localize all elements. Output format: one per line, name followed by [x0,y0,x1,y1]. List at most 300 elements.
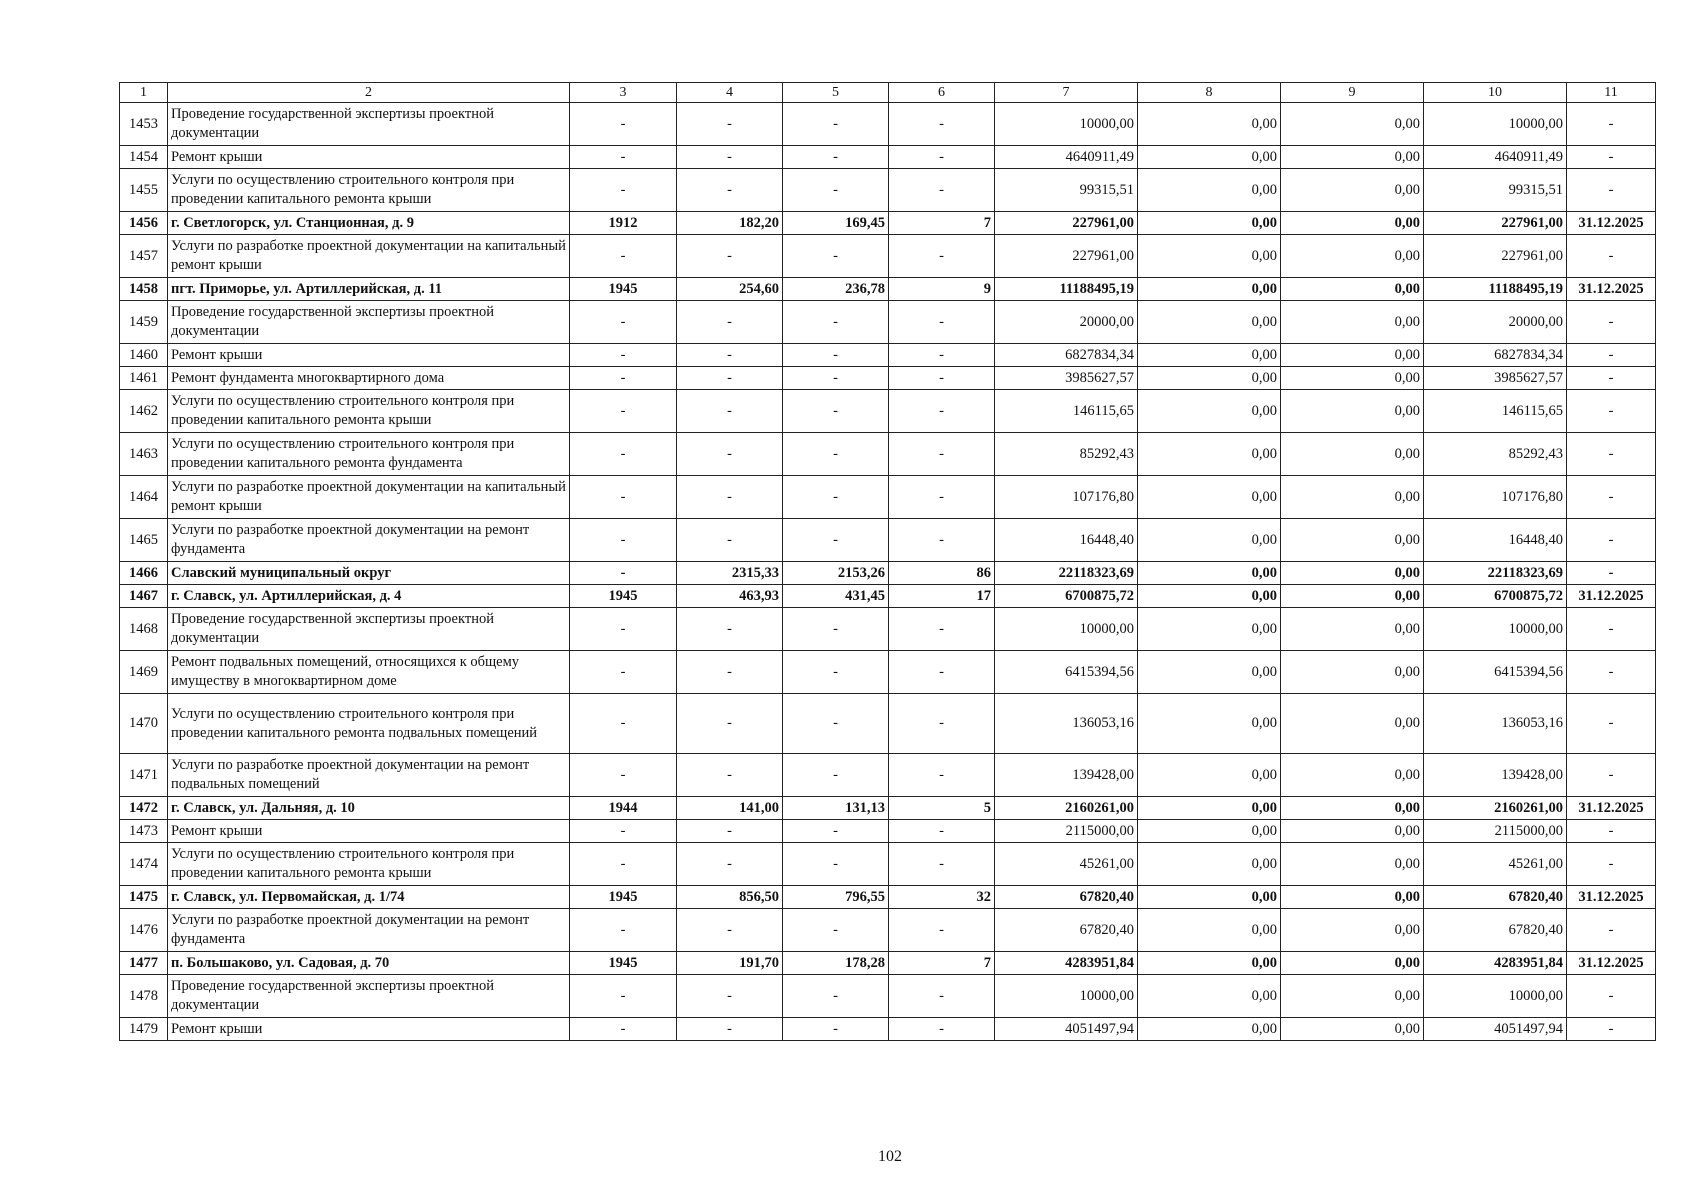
row-number: 1475 [120,886,168,909]
work-row [120,476,1656,519]
cost-regional: 0,00 [1281,278,1424,301]
living-area: - [783,608,889,651]
cost-federal: 0,00 [1138,909,1281,952]
cost-total: 16448,40 [995,519,1138,562]
cost-owners: 99315,51 [1424,169,1567,212]
living-area: - [783,476,889,519]
build-year: - [570,390,677,433]
cost-regional: 0,00 [1281,562,1424,585]
living-area: - [783,235,889,278]
cost-owners: 67820,40 [1424,886,1567,909]
build-year: - [570,754,677,797]
work-description: Ремонт крыши [168,146,570,169]
cost-federal: 0,00 [1138,301,1281,344]
build-year: - [570,843,677,886]
work-description: Ремонт подвальных помещений, относящихся к общему имуществу в многоквартирном доме [168,651,570,694]
cost-federal: 0,00 [1138,820,1281,843]
work-row [120,103,1656,146]
cost-regional: 0,00 [1281,754,1424,797]
capital-repair-table [119,82,1656,1041]
column-number-row [120,83,1656,103]
work-row [120,694,1656,754]
row-number: 1462 [120,390,168,433]
row-number: 1463 [120,433,168,476]
completion-date: - [1567,103,1656,146]
total-area: - [677,651,783,694]
living-area: 169,45 [783,212,889,235]
cost-owners: 20000,00 [1424,301,1567,344]
row-number: 1472 [120,797,168,820]
work-row [120,1018,1656,1041]
total-area: - [677,169,783,212]
cost-owners: 2160261,00 [1424,797,1567,820]
cost-federal: 0,00 [1138,146,1281,169]
completion-date: - [1567,820,1656,843]
address-row [120,212,1656,235]
total-area: 2315,33 [677,562,783,585]
total-area: 191,70 [677,952,783,975]
living-area: - [783,367,889,390]
row-number: 1464 [120,476,168,519]
work-description: Ремонт крыши [168,344,570,367]
row-number: 1468 [120,608,168,651]
living-area: - [783,651,889,694]
table-body [120,83,1656,1041]
cost-total: 227961,00 [995,212,1138,235]
cost-total: 85292,43 [995,433,1138,476]
cost-owners: 2115000,00 [1424,820,1567,843]
cost-federal: 0,00 [1138,433,1281,476]
living-area: 236,78 [783,278,889,301]
row-number: 1459 [120,301,168,344]
completion-date: 31.12.2025 [1567,278,1656,301]
address-row [120,797,1656,820]
cost-federal: 0,00 [1138,952,1281,975]
build-year: 1945 [570,585,677,608]
residents-count: - [889,519,995,562]
work-description: Услуги по разработке проектной документации на капитальный ремонт крыши [168,235,570,278]
cost-federal: 0,00 [1138,212,1281,235]
row-number: 1479 [120,1018,168,1041]
cost-regional: 0,00 [1281,476,1424,519]
residents-count: - [889,975,995,1018]
row-number: 1477 [120,952,168,975]
living-area: - [783,344,889,367]
cost-total: 3985627,57 [995,367,1138,390]
cost-regional: 0,00 [1281,433,1424,476]
work-description: Услуги по осуществлению строительного контроля при проведении капитального ремонта подвальных помещений [168,694,570,754]
work-row [120,843,1656,886]
completion-date: - [1567,367,1656,390]
cost-total: 139428,00 [995,754,1138,797]
cost-owners: 67820,40 [1424,909,1567,952]
completion-date: - [1567,235,1656,278]
completion-date: - [1567,562,1656,585]
living-area: 131,13 [783,797,889,820]
cost-regional: 0,00 [1281,909,1424,952]
total-area: - [677,301,783,344]
living-area: - [783,146,889,169]
build-year: - [570,820,677,843]
cost-regional: 0,00 [1281,212,1424,235]
page-number: 102 [878,1148,902,1165]
residents-count: - [889,1018,995,1041]
cost-total: 227961,00 [995,235,1138,278]
completion-date: - [1567,975,1656,1018]
row-number: 1478 [120,975,168,1018]
cost-regional: 0,00 [1281,519,1424,562]
cost-regional: 0,00 [1281,1018,1424,1041]
column-number: 7 [995,83,1138,103]
work-description: Проведение государственной экспертизы проектной документации [168,103,570,146]
build-year: - [570,301,677,344]
total-area: - [677,820,783,843]
total-area: - [677,103,783,146]
work-description: Услуги по осуществлению строительного контроля при проведении капитального ремонта фундамента [168,433,570,476]
cost-owners: 6827834,34 [1424,344,1567,367]
cost-owners: 4051497,94 [1424,1018,1567,1041]
column-number: 4 [677,83,783,103]
cost-owners: 16448,40 [1424,519,1567,562]
row-number: 1474 [120,843,168,886]
column-number: 9 [1281,83,1424,103]
living-area: - [783,301,889,344]
completion-date: - [1567,651,1656,694]
living-area: 178,28 [783,952,889,975]
work-row [120,367,1656,390]
work-row [120,975,1656,1018]
living-area: - [783,433,889,476]
work-description: Услуги по осуществлению строительного контроля при проведении капитального ремонта крыши [168,843,570,886]
total-area: 463,93 [677,585,783,608]
build-year: 1945 [570,952,677,975]
cost-owners: 11188495,19 [1424,278,1567,301]
completion-date: - [1567,390,1656,433]
work-description: Ремонт крыши [168,1018,570,1041]
work-description: Услуги по разработке проектной документации на ремонт фундамента [168,909,570,952]
cost-regional: 0,00 [1281,367,1424,390]
work-description: г. Славск, ул. Артиллерийская, д. 4 [168,585,570,608]
build-year: - [570,344,677,367]
work-description: Услуги по разработке проектной документации на капитальный ремонт крыши [168,476,570,519]
row-number: 1455 [120,169,168,212]
total-area: 141,00 [677,797,783,820]
cost-owners: 10000,00 [1424,975,1567,1018]
completion-date: - [1567,843,1656,886]
total-area: - [677,694,783,754]
cost-regional: 0,00 [1281,820,1424,843]
column-number: 8 [1138,83,1281,103]
cost-federal: 0,00 [1138,651,1281,694]
column-number: 1 [120,83,168,103]
row-number: 1476 [120,909,168,952]
address-row [120,952,1656,975]
residents-count: - [889,146,995,169]
row-number: 1465 [120,519,168,562]
residents-count: - [889,909,995,952]
row-number: 1457 [120,235,168,278]
total-area: - [677,1018,783,1041]
living-area: 796,55 [783,886,889,909]
cost-federal: 0,00 [1138,235,1281,278]
cost-total: 10000,00 [995,103,1138,146]
column-number: 6 [889,83,995,103]
living-area: - [783,843,889,886]
work-description: Ремонт крыши [168,820,570,843]
build-year: 1912 [570,212,677,235]
total-area: - [677,344,783,367]
cost-owners: 136053,16 [1424,694,1567,754]
cost-regional: 0,00 [1281,103,1424,146]
total-area: - [677,390,783,433]
work-description: г. Светлогорск, ул. Станционная, д. 9 [168,212,570,235]
living-area: - [783,694,889,754]
work-description: Проведение государственной экспертизы проектной документации [168,975,570,1018]
total-area: - [677,843,783,886]
work-row [120,909,1656,952]
cost-owners: 227961,00 [1424,212,1567,235]
total-area: 254,60 [677,278,783,301]
cost-owners: 227961,00 [1424,235,1567,278]
residents-count: 5 [889,797,995,820]
column-number: 11 [1567,83,1656,103]
cost-regional: 0,00 [1281,975,1424,1018]
cost-owners: 10000,00 [1424,608,1567,651]
cost-total: 99315,51 [995,169,1138,212]
total-area: - [677,476,783,519]
row-number: 1460 [120,344,168,367]
work-description: Услуги по осуществлению строительного контроля при проведении капитального ремонта крыши [168,169,570,212]
row-number: 1454 [120,146,168,169]
cost-federal: 0,00 [1138,169,1281,212]
build-year: - [570,1018,677,1041]
cost-federal: 0,00 [1138,476,1281,519]
residents-count: - [889,754,995,797]
residents-count: 17 [889,585,995,608]
completion-date: - [1567,169,1656,212]
work-description: г. Славск, ул. Дальняя, д. 10 [168,797,570,820]
total-area: 856,50 [677,886,783,909]
build-year: - [570,169,677,212]
cost-total: 136053,16 [995,694,1138,754]
build-year: - [570,975,677,1018]
work-description: Проведение государственной экспертизы проектной документации [168,608,570,651]
residents-count: - [889,235,995,278]
total-area: - [677,367,783,390]
build-year: - [570,367,677,390]
cost-owners: 45261,00 [1424,843,1567,886]
column-number: 5 [783,83,889,103]
work-description: Услуги по осуществлению строительного контроля при проведении капитального ремонта крыши [168,390,570,433]
living-area: - [783,975,889,1018]
residents-count: - [889,169,995,212]
work-description: Проведение государственной экспертизы проектной документации [168,301,570,344]
cost-regional: 0,00 [1281,694,1424,754]
cost-regional: 0,00 [1281,585,1424,608]
work-description: п. Большаково, ул. Садовая, д. 70 [168,952,570,975]
cost-owners: 22118323,69 [1424,562,1567,585]
completion-date: - [1567,519,1656,562]
cost-owners: 10000,00 [1424,103,1567,146]
living-area: - [783,390,889,433]
cost-federal: 0,00 [1138,367,1281,390]
build-year: - [570,694,677,754]
cost-total: 4640911,49 [995,146,1138,169]
cost-total: 11188495,19 [995,278,1138,301]
cost-federal: 0,00 [1138,694,1281,754]
cost-federal: 0,00 [1138,843,1281,886]
build-year: - [570,476,677,519]
completion-date: 31.12.2025 [1567,212,1656,235]
build-year: - [570,103,677,146]
build-year: - [570,608,677,651]
living-area: - [783,169,889,212]
cost-federal: 0,00 [1138,1018,1281,1041]
work-row [120,651,1656,694]
cost-total: 146115,65 [995,390,1138,433]
total-area: - [677,146,783,169]
work-description: пгт. Приморье, ул. Артиллерийская, д. 11 [168,278,570,301]
row-number: 1467 [120,585,168,608]
cost-total: 6415394,56 [995,651,1138,694]
residents-count: - [889,390,995,433]
work-row [120,608,1656,651]
completion-date: - [1567,344,1656,367]
total-area: - [677,975,783,1018]
work-row [120,754,1656,797]
completion-date: 31.12.2025 [1567,585,1656,608]
cost-regional: 0,00 [1281,608,1424,651]
cost-federal: 0,00 [1138,975,1281,1018]
living-area: 431,45 [783,585,889,608]
completion-date: - [1567,476,1656,519]
living-area: 2153,26 [783,562,889,585]
residents-count: - [889,820,995,843]
total-area: - [677,608,783,651]
cost-total: 20000,00 [995,301,1138,344]
residents-count: - [889,103,995,146]
cost-owners: 4640911,49 [1424,146,1567,169]
work-row [120,390,1656,433]
living-area: - [783,1018,889,1041]
residents-count: 9 [889,278,995,301]
residents-count: - [889,694,995,754]
address-row [120,886,1656,909]
residents-count: - [889,301,995,344]
total-area: 182,20 [677,212,783,235]
work-row [120,146,1656,169]
row-number: 1453 [120,103,168,146]
cost-federal: 0,00 [1138,519,1281,562]
work-description: Услуги по разработке проектной документации на ремонт фундамента [168,519,570,562]
build-year: - [570,651,677,694]
work-row [120,344,1656,367]
living-area: - [783,103,889,146]
cost-federal: 0,00 [1138,278,1281,301]
cost-regional: 0,00 [1281,146,1424,169]
cost-owners: 3985627,57 [1424,367,1567,390]
cost-owners: 139428,00 [1424,754,1567,797]
work-description: Ремонт фундамента многоквартирного дома [168,367,570,390]
cost-total: 6827834,34 [995,344,1138,367]
residents-count: - [889,608,995,651]
build-year: - [570,909,677,952]
residents-count: - [889,344,995,367]
residents-count: - [889,476,995,519]
living-area: - [783,754,889,797]
work-row [120,169,1656,212]
cost-total: 2160261,00 [995,797,1138,820]
column-number: 10 [1424,83,1567,103]
row-number: 1456 [120,212,168,235]
row-number: 1469 [120,651,168,694]
cost-regional: 0,00 [1281,390,1424,433]
cost-owners: 146115,65 [1424,390,1567,433]
residents-count: 86 [889,562,995,585]
row-number: 1458 [120,278,168,301]
cost-total: 10000,00 [995,608,1138,651]
completion-date: 31.12.2025 [1567,952,1656,975]
cost-total: 6700875,72 [995,585,1138,608]
row-number: 1466 [120,562,168,585]
column-number: 3 [570,83,677,103]
row-number: 1471 [120,754,168,797]
column-number: 2 [168,83,570,103]
build-year: - [570,146,677,169]
completion-date: - [1567,1018,1656,1041]
row-number: 1461 [120,367,168,390]
cost-total: 4283951,84 [995,952,1138,975]
cost-regional: 0,00 [1281,344,1424,367]
completion-date: - [1567,694,1656,754]
row-number: 1470 [120,694,168,754]
cost-owners: 85292,43 [1424,433,1567,476]
total-area: - [677,235,783,278]
work-row [120,235,1656,278]
residents-count: - [889,433,995,476]
cost-regional: 0,00 [1281,886,1424,909]
total-area: - [677,519,783,562]
living-area: - [783,909,889,952]
cost-owners: 4283951,84 [1424,952,1567,975]
cost-federal: 0,00 [1138,344,1281,367]
work-row [120,820,1656,843]
cost-total: 10000,00 [995,975,1138,1018]
living-area: - [783,820,889,843]
cost-federal: 0,00 [1138,585,1281,608]
build-year: 1945 [570,278,677,301]
residents-count: - [889,843,995,886]
cost-federal: 0,00 [1138,797,1281,820]
completion-date: - [1567,146,1656,169]
row-number: 1473 [120,820,168,843]
completion-date: 31.12.2025 [1567,886,1656,909]
work-description: г. Славск, ул. Первомайская, д. 1/74 [168,886,570,909]
build-year: - [570,519,677,562]
cost-total: 22118323,69 [995,562,1138,585]
cost-total: 67820,40 [995,909,1138,952]
living-area: - [783,519,889,562]
build-year: 1944 [570,797,677,820]
cost-federal: 0,00 [1138,562,1281,585]
address-row [120,278,1656,301]
cost-federal: 0,00 [1138,754,1281,797]
cost-total: 107176,80 [995,476,1138,519]
cost-regional: 0,00 [1281,651,1424,694]
completion-date: - [1567,301,1656,344]
residents-count: 32 [889,886,995,909]
address-row [120,585,1656,608]
